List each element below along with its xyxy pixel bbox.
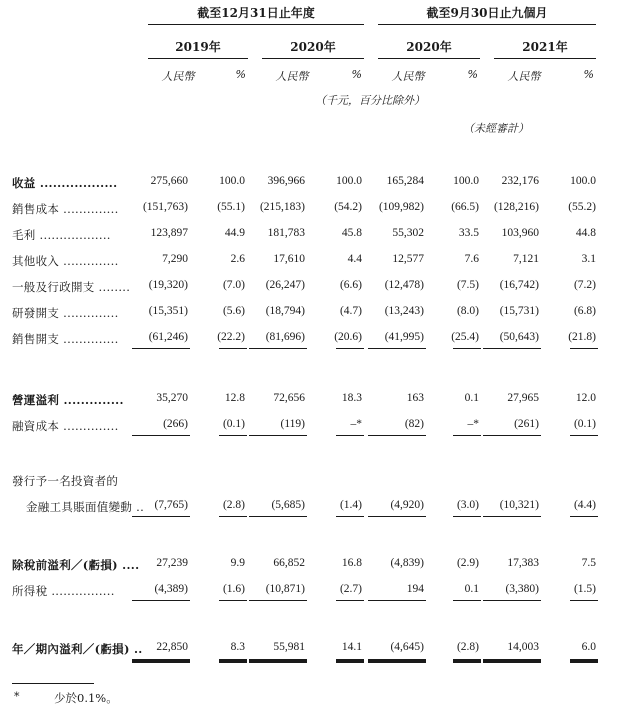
amount-cell: (109,982) [378, 201, 424, 213]
percent-cell: 12.0 [575, 392, 596, 404]
subtotal-rule [570, 600, 598, 601]
amount-cell: (81,696) [265, 331, 305, 343]
subtotal-rule [132, 348, 190, 349]
subtotal-rule [219, 348, 247, 349]
total-double-rule [570, 659, 598, 663]
amount-cell: (266) [163, 418, 188, 430]
percent-cell: (2.8) [222, 499, 245, 511]
subtotal-rule [453, 516, 481, 517]
unit-note: （千元，百分比除外） [315, 94, 425, 107]
amount-cell: (10,321) [499, 499, 539, 511]
row-label: 銷售開支 .............. [12, 332, 119, 346]
amount-cell: 14,003 [507, 641, 539, 653]
percent-cell: 100.0 [453, 175, 479, 187]
subtotal-rule [570, 516, 598, 517]
amount-cell: (119) [280, 418, 305, 430]
year-rule [148, 58, 248, 59]
percent-cell: (6.8) [573, 305, 596, 317]
row-label: 銷售成本 .............. [12, 202, 119, 216]
amount-cell: 66,852 [273, 557, 305, 569]
row-label: 營運溢利 .............. [12, 393, 124, 407]
amount-cell: 7,121 [513, 253, 539, 265]
row-label: 一般及行政開支 ........ [12, 280, 131, 294]
subtotal-rule [336, 435, 364, 436]
percent-cell: (0.1) [573, 418, 596, 430]
percent-cell: 7.6 [464, 253, 479, 265]
subtotal-rule [249, 600, 307, 601]
amount-cell: 55,981 [273, 641, 305, 653]
currency-label: 人民幣 [507, 70, 541, 83]
subtotal-rule [219, 516, 247, 517]
percent-cell: 4.4 [347, 253, 362, 265]
subtotal-rule [368, 600, 426, 601]
amount-cell: (41,995) [384, 331, 424, 343]
amount-cell: 7,290 [162, 253, 188, 265]
subtotal-rule [483, 435, 541, 436]
row-label: 其他收入 .............. [12, 254, 119, 268]
subtotal-rule [336, 348, 364, 349]
percent-cell: (21.8) [568, 331, 596, 343]
row-label: 發行予一名投資者的 [12, 474, 119, 488]
row-label: 毛利 .................. [12, 228, 111, 242]
footnote-rule [12, 683, 94, 684]
percent-cell: (55.1) [217, 201, 245, 213]
row-label: 融資成本 .............. [12, 419, 119, 433]
footnote-text: 少於0.1%。 [54, 691, 118, 705]
percent-cell: (2.8) [456, 641, 479, 653]
amount-cell: 27,965 [507, 392, 539, 404]
percent-cell: (7.2) [573, 279, 596, 291]
percent-cell: 6.0 [581, 641, 596, 653]
percent-cell: 45.8 [341, 227, 362, 239]
subtotal-rule [368, 348, 426, 349]
row-label: 年／期內溢利／(虧損) .. [12, 642, 143, 656]
amount-cell: (13,243) [384, 305, 424, 317]
year-2020-nine: 2020年 [406, 40, 452, 54]
year-rule [262, 58, 364, 59]
percent-cell: (3.0) [456, 499, 479, 511]
year-rule [378, 58, 480, 59]
subtotal-rule [483, 600, 541, 601]
amount-cell: (4,920) [390, 499, 424, 511]
amount-cell: 275,660 [150, 175, 188, 187]
total-double-rule [368, 659, 426, 663]
percent-label: % [583, 68, 594, 81]
percent-cell: (7.5) [456, 279, 479, 291]
total-double-rule [132, 659, 190, 663]
percent-cell: (4.7) [339, 305, 362, 317]
total-double-rule [483, 659, 541, 663]
percent-cell: (20.6) [334, 331, 362, 343]
percent-cell: (1.5) [573, 583, 596, 595]
amount-cell: (151,763) [142, 201, 188, 213]
subtotal-rule [368, 435, 426, 436]
amount-cell: (26,247) [265, 279, 305, 291]
amount-cell: 123,897 [150, 227, 188, 239]
year-2020: 2020年 [290, 40, 336, 54]
amount-cell: (4,839) [390, 557, 424, 569]
amount-cell: 17,610 [273, 253, 305, 265]
amount-cell: (61,246) [148, 331, 188, 343]
percent-cell: 16.8 [341, 557, 362, 569]
year-rule [494, 58, 596, 59]
subtotal-rule [483, 516, 541, 517]
period-header-nine-months: 截至9月30日止九個月 [426, 6, 548, 20]
amount-cell: 396,966 [267, 175, 305, 187]
footnote-mark: * [14, 690, 20, 703]
subtotal-rule [249, 516, 307, 517]
amount-cell: (19,320) [148, 279, 188, 291]
percent-cell: 18.3 [341, 392, 362, 404]
amount-cell: (261) [514, 418, 539, 430]
percent-cell: 100.0 [570, 175, 596, 187]
amount-cell: (50,643) [499, 331, 539, 343]
amount-cell: (82) [404, 418, 424, 430]
subtotal-rule [368, 516, 426, 517]
percent-cell: (2.7) [339, 583, 362, 595]
percent-cell: (4.4) [573, 499, 596, 511]
row-label: 收益 .................. [12, 176, 118, 190]
row-label: 金融工具賬面值變動 .. [26, 500, 145, 514]
percent-cell: (1.4) [339, 499, 362, 511]
percent-cell: 14.1 [341, 641, 362, 653]
subtotal-rule [453, 348, 481, 349]
currency-label: 人民幣 [275, 70, 309, 83]
row-label: 除稅前溢利／(虧損) .... [12, 558, 140, 572]
percent-cell: 0.1 [464, 583, 479, 595]
percent-cell: 0.1 [464, 392, 479, 404]
row-label: 所得稅 ................ [12, 584, 115, 598]
year-2021-nine: 2021年 [522, 40, 568, 54]
total-double-rule [219, 659, 247, 663]
percent-cell: (55.2) [568, 201, 596, 213]
percent-cell: (7.0) [222, 279, 245, 291]
percent-cell: 12.8 [224, 392, 245, 404]
percent-cell: (6.6) [339, 279, 362, 291]
percent-cell: (25.4) [451, 331, 479, 343]
subtotal-rule [570, 435, 598, 436]
percent-cell: 9.9 [230, 557, 245, 569]
amount-cell: (215,183) [259, 201, 305, 213]
amount-cell: 35,270 [156, 392, 188, 404]
subtotal-rule [336, 516, 364, 517]
percent-cell: (8.0) [456, 305, 479, 317]
percent-cell: 8.3 [230, 641, 245, 653]
amount-cell: (15,351) [148, 305, 188, 317]
subtotal-rule [219, 435, 247, 436]
percent-cell: 100.0 [336, 175, 362, 187]
amount-cell: 12,577 [392, 253, 424, 265]
percent-label: % [235, 68, 246, 81]
amount-cell: 72,656 [273, 392, 305, 404]
amount-cell: 27,239 [156, 557, 188, 569]
unaudited-note: （未經審計） [463, 122, 529, 135]
total-double-rule [336, 659, 364, 663]
percent-cell: 3.1 [581, 253, 596, 265]
amount-cell: 163 [406, 392, 424, 404]
header-rule [148, 24, 364, 25]
percent-cell: (66.5) [451, 201, 479, 213]
percent-cell: (2.9) [456, 557, 479, 569]
percent-label: % [467, 68, 478, 81]
amount-cell: 22,850 [156, 641, 188, 653]
header-rule [378, 24, 596, 25]
percent-cell: (1.6) [222, 583, 245, 595]
subtotal-rule [219, 600, 247, 601]
amount-cell: 103,960 [501, 227, 539, 239]
percent-cell: 100.0 [219, 175, 245, 187]
amount-cell: 181,783 [267, 227, 305, 239]
amount-cell: 232,176 [501, 175, 539, 187]
year-2019: 2019年 [175, 40, 221, 54]
subtotal-rule [453, 600, 481, 601]
amount-cell: 55,302 [392, 227, 424, 239]
percent-cell: 7.5 [581, 557, 596, 569]
amount-cell: (15,731) [499, 305, 539, 317]
subtotal-rule [453, 435, 481, 436]
percent-cell: (5.6) [222, 305, 245, 317]
percent-cell: –* [467, 418, 479, 430]
subtotal-rule [336, 600, 364, 601]
amount-cell: (3,380) [505, 583, 539, 595]
subtotal-rule [483, 348, 541, 349]
amount-cell: 165,284 [386, 175, 424, 187]
amount-cell: (10,871) [265, 583, 305, 595]
total-double-rule [249, 659, 307, 663]
currency-label: 人民幣 [391, 70, 425, 83]
percent-cell: 33.5 [458, 227, 479, 239]
subtotal-rule [249, 435, 307, 436]
subtotal-rule [132, 600, 190, 601]
row-label: 研發開支 .............. [12, 306, 119, 320]
subtotal-rule [132, 435, 190, 436]
amount-cell: (12,478) [384, 279, 424, 291]
currency-label: 人民幣 [161, 70, 195, 83]
amount-cell: (4,389) [154, 583, 188, 595]
percent-label: % [351, 68, 362, 81]
percent-cell: (22.2) [217, 331, 245, 343]
subtotal-rule [570, 348, 598, 349]
amount-cell: (16,742) [499, 279, 539, 291]
amount-cell: (5,685) [271, 499, 305, 511]
amount-cell: (128,216) [493, 201, 539, 213]
subtotal-rule [249, 348, 307, 349]
percent-cell: –* [350, 418, 362, 430]
percent-cell: 2.6 [230, 253, 245, 265]
subtotal-rule [132, 516, 190, 517]
percent-cell: (0.1) [222, 418, 245, 430]
percent-cell: (54.2) [334, 201, 362, 213]
percent-cell: 44.9 [224, 227, 245, 239]
amount-cell: 194 [406, 583, 424, 595]
total-double-rule [453, 659, 481, 663]
period-header-year: 截至12月31日止年度 [197, 6, 315, 20]
amount-cell: 17,383 [507, 557, 539, 569]
amount-cell: (4,645) [390, 641, 424, 653]
amount-cell: (7,765) [154, 499, 188, 511]
amount-cell: (18,794) [265, 305, 305, 317]
percent-cell: 44.8 [575, 227, 596, 239]
